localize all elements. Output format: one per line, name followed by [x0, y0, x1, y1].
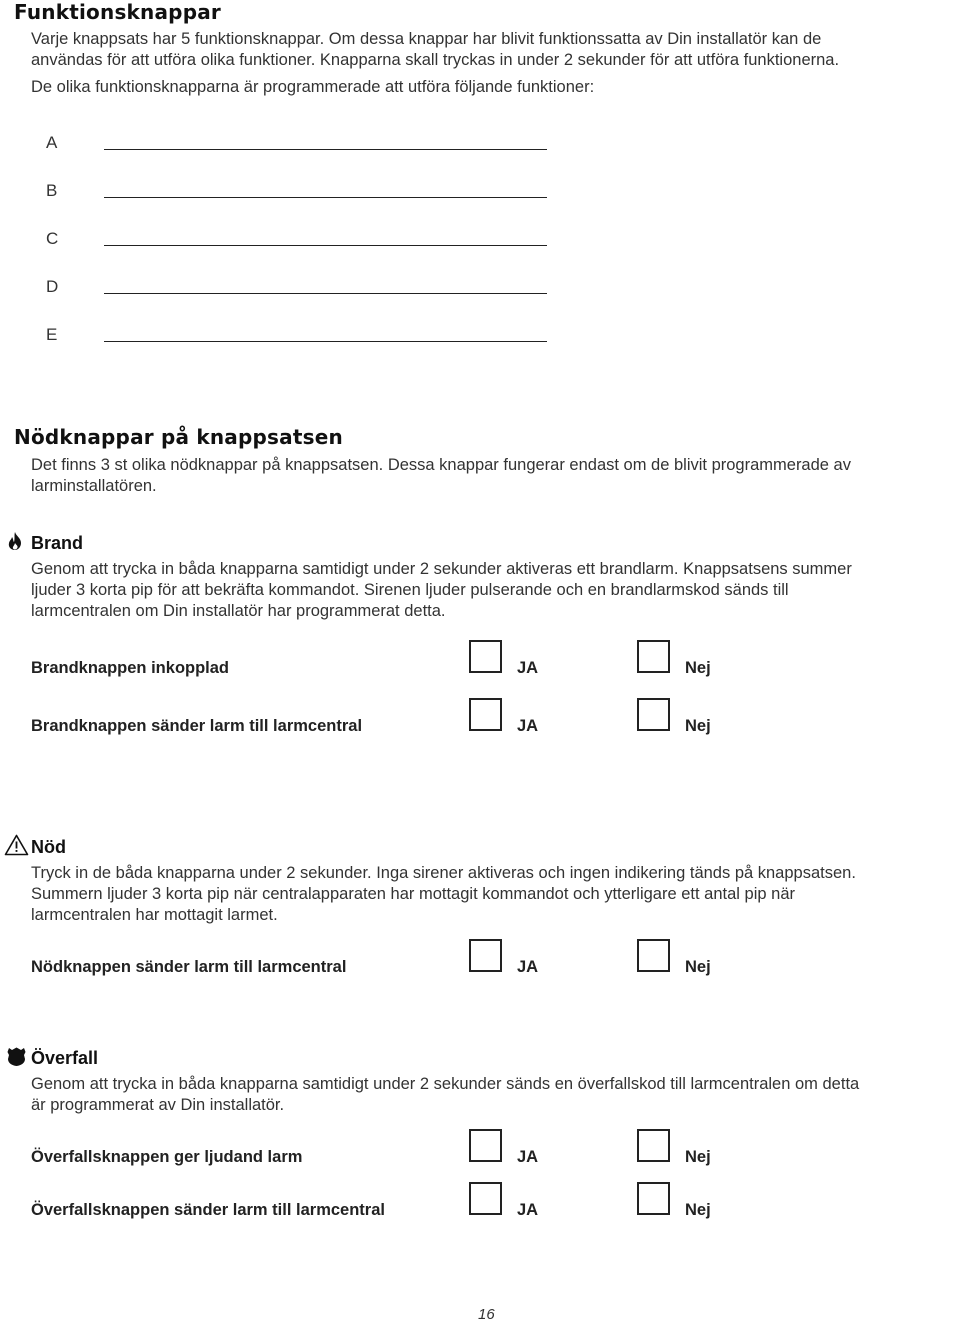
- checkbox-ja[interactable]: [469, 1129, 502, 1162]
- paragraph-line: Summern ljuder 3 korta pip när centralapparaten har mottagit kommandot och ytterligare ett antal pip när: [31, 885, 795, 903]
- ja-label: JA: [517, 1148, 539, 1166]
- checkbox-ja[interactable]: [469, 1182, 502, 1215]
- option-label: Överfallsknappen sänder larm till larmcentral: [31, 1201, 385, 1219]
- option-label: Brandknappen sänder larm till larmcentral: [31, 717, 363, 735]
- ja-label: JA: [517, 958, 539, 976]
- paragraph-line: Genom att trycka in båda knapparna samtidigt under 2 sekunder aktiveras ett brandlarm. Knappsatsens summer: [31, 560, 852, 578]
- function-letter-b: B: [46, 181, 58, 200]
- checkbox-nej[interactable]: [637, 1182, 670, 1215]
- checkbox-nej[interactable]: [637, 698, 670, 731]
- function-e-blank-line[interactable]: [104, 341, 547, 342]
- nod-heading: Nöd: [31, 837, 66, 857]
- function-letter-d: D: [46, 277, 59, 296]
- function-a-blank-line[interactable]: [104, 149, 547, 150]
- section-title-nodknappar: Nödknappar på knappsatsen: [14, 425, 343, 449]
- ja-label: JA: [517, 659, 539, 677]
- function-d-blank-line[interactable]: [104, 293, 547, 294]
- checkbox-ja[interactable]: [469, 640, 502, 673]
- checkbox-nej[interactable]: [637, 1129, 670, 1162]
- option-label: Överfallsknappen ger ljudand larm: [31, 1148, 303, 1166]
- paragraph-line: Tryck in de båda knapparna under 2 sekunder. Inga sirener aktiveras och ingen indikering tänds på knappsatsen.: [31, 864, 856, 882]
- paragraph-line: Genom att trycka in båda knapparna samtidigt under 2 sekunder sänds en överfallskod till larmcentralen om detta: [31, 1075, 860, 1093]
- option-label: Brandknappen inkopplad: [31, 659, 230, 677]
- nej-label: Nej: [685, 717, 711, 735]
- paragraph-line: är programmerat av Din installatör.: [31, 1096, 285, 1114]
- nej-label: Nej: [685, 958, 711, 976]
- paragraph-line: användas för att utföra olika funktioner. Knapparna skall tryckas in under 2 sekunder för att utföra funktionerna.: [31, 51, 840, 69]
- paragraph-line: larmcentralen har mottagit larmet.: [31, 906, 278, 924]
- nej-label: Nej: [685, 659, 711, 677]
- checkbox-nej[interactable]: [637, 640, 670, 673]
- police-badge-icon: [6, 1046, 27, 1067]
- paragraph-line: ljuder 3 korta pip för att bekräfta kommandot. Sirenen ljuder pulserande och en brandlarmskod sänds till: [31, 581, 789, 599]
- checkbox-ja[interactable]: [469, 939, 502, 972]
- nej-label: Nej: [685, 1148, 711, 1166]
- function-c-blank-line[interactable]: [104, 245, 547, 246]
- paragraph-line: Varje knappsats har 5 funktionsknappar. Om dessa knappar har blivit funktionssatta av Din installatör kan de: [31, 30, 822, 48]
- paragraph-line: Det finns 3 st olika nödknappar på knappsatsen. Dessa knappar fungerar endast om de blivit programmerade av: [31, 456, 851, 474]
- overfall-heading: Överfall: [31, 1048, 99, 1068]
- option-label: Nödknappen sänder larm till larmcentral: [31, 958, 347, 976]
- function-b-blank-line[interactable]: [104, 197, 547, 198]
- checkbox-nej[interactable]: [637, 939, 670, 972]
- ja-label: JA: [517, 1201, 539, 1219]
- function-letter-c: C: [46, 229, 59, 248]
- ja-label: JA: [517, 717, 539, 735]
- section-title-funktionsknappar: Funktionsknappar: [14, 0, 221, 24]
- flame-icon: [5, 531, 25, 551]
- nej-label: Nej: [685, 1201, 711, 1219]
- page-number: 16: [478, 1306, 495, 1323]
- warning-triangle-icon: [4, 834, 29, 856]
- paragraph-line: larminstallatören.: [31, 477, 157, 495]
- brand-heading: Brand: [31, 533, 84, 553]
- function-letter-a: A: [46, 133, 58, 152]
- checkbox-ja[interactable]: [469, 698, 502, 731]
- paragraph-line: larmcentralen om Din installatör har programmerat detta.: [31, 602, 446, 620]
- paragraph-line: De olika funktionsknapparna är programmerade att utföra följande funktioner:: [31, 78, 595, 96]
- function-letter-e: E: [46, 325, 58, 344]
